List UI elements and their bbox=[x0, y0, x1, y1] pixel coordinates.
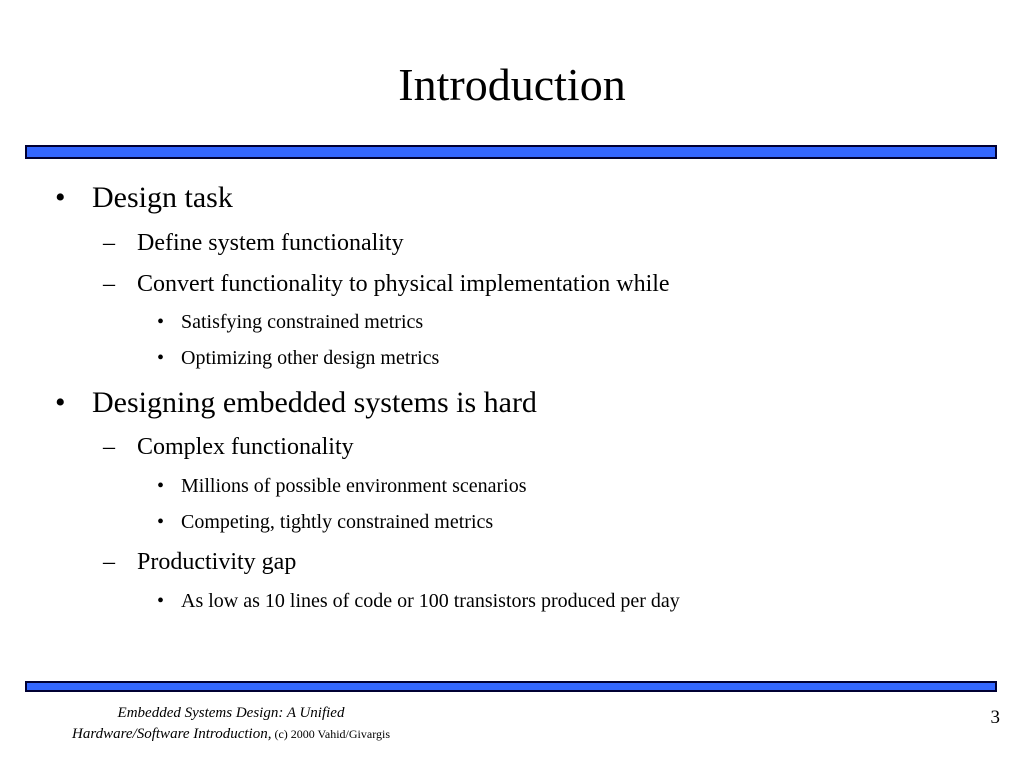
bullet-millions-scenarios: Millions of possible environment scenarios bbox=[181, 475, 527, 497]
bullet-define-functionality: Define system functionality bbox=[137, 230, 404, 256]
bullet-marker: • bbox=[55, 181, 66, 214]
dash-marker: – bbox=[103, 230, 115, 256]
bullet-design-task: Design task bbox=[92, 181, 233, 214]
dash-marker: – bbox=[103, 434, 115, 460]
footer-copyright: (c) 2000 Vahid/Givargis bbox=[271, 727, 390, 741]
bullet-as-low-as: As low as 10 lines of code or 100 transistors produced per day bbox=[181, 590, 680, 612]
bullet-marker: • bbox=[157, 347, 165, 369]
bullet-productivity-gap: Productivity gap bbox=[137, 549, 297, 575]
bullet-marker: • bbox=[157, 511, 165, 533]
bullet-designing-hard: Designing embedded systems is hard bbox=[92, 386, 537, 419]
page-number: 3 bbox=[990, 707, 1000, 728]
bullet-marker: • bbox=[157, 311, 165, 333]
footer-citation bbox=[36, 703, 426, 745]
dash-marker: – bbox=[103, 549, 115, 575]
footer-book-subtitle: Hardware/Software Introduction, bbox=[72, 726, 272, 742]
bullet-satisfying-metrics: Satisfying constrained metrics bbox=[181, 311, 424, 333]
footer-book-title: Embedded Systems Design: A Unified bbox=[117, 705, 345, 721]
bullet-complex-functionality: Complex functionality bbox=[137, 434, 354, 460]
bullet-marker: • bbox=[157, 475, 165, 497]
bullet-competing-metrics: Competing, tightly constrained metrics bbox=[181, 511, 494, 533]
bullet-marker: • bbox=[55, 386, 66, 419]
bullet-convert-functionality: Convert functionality to physical implementation while bbox=[137, 271, 670, 297]
slide-title: Introduction bbox=[398, 59, 626, 110]
dash-marker: – bbox=[103, 271, 115, 297]
bullet-optimizing-metrics: Optimizing other design metrics bbox=[181, 347, 440, 369]
bottom-divider bbox=[25, 681, 997, 692]
bullet-marker: • bbox=[157, 590, 165, 612]
